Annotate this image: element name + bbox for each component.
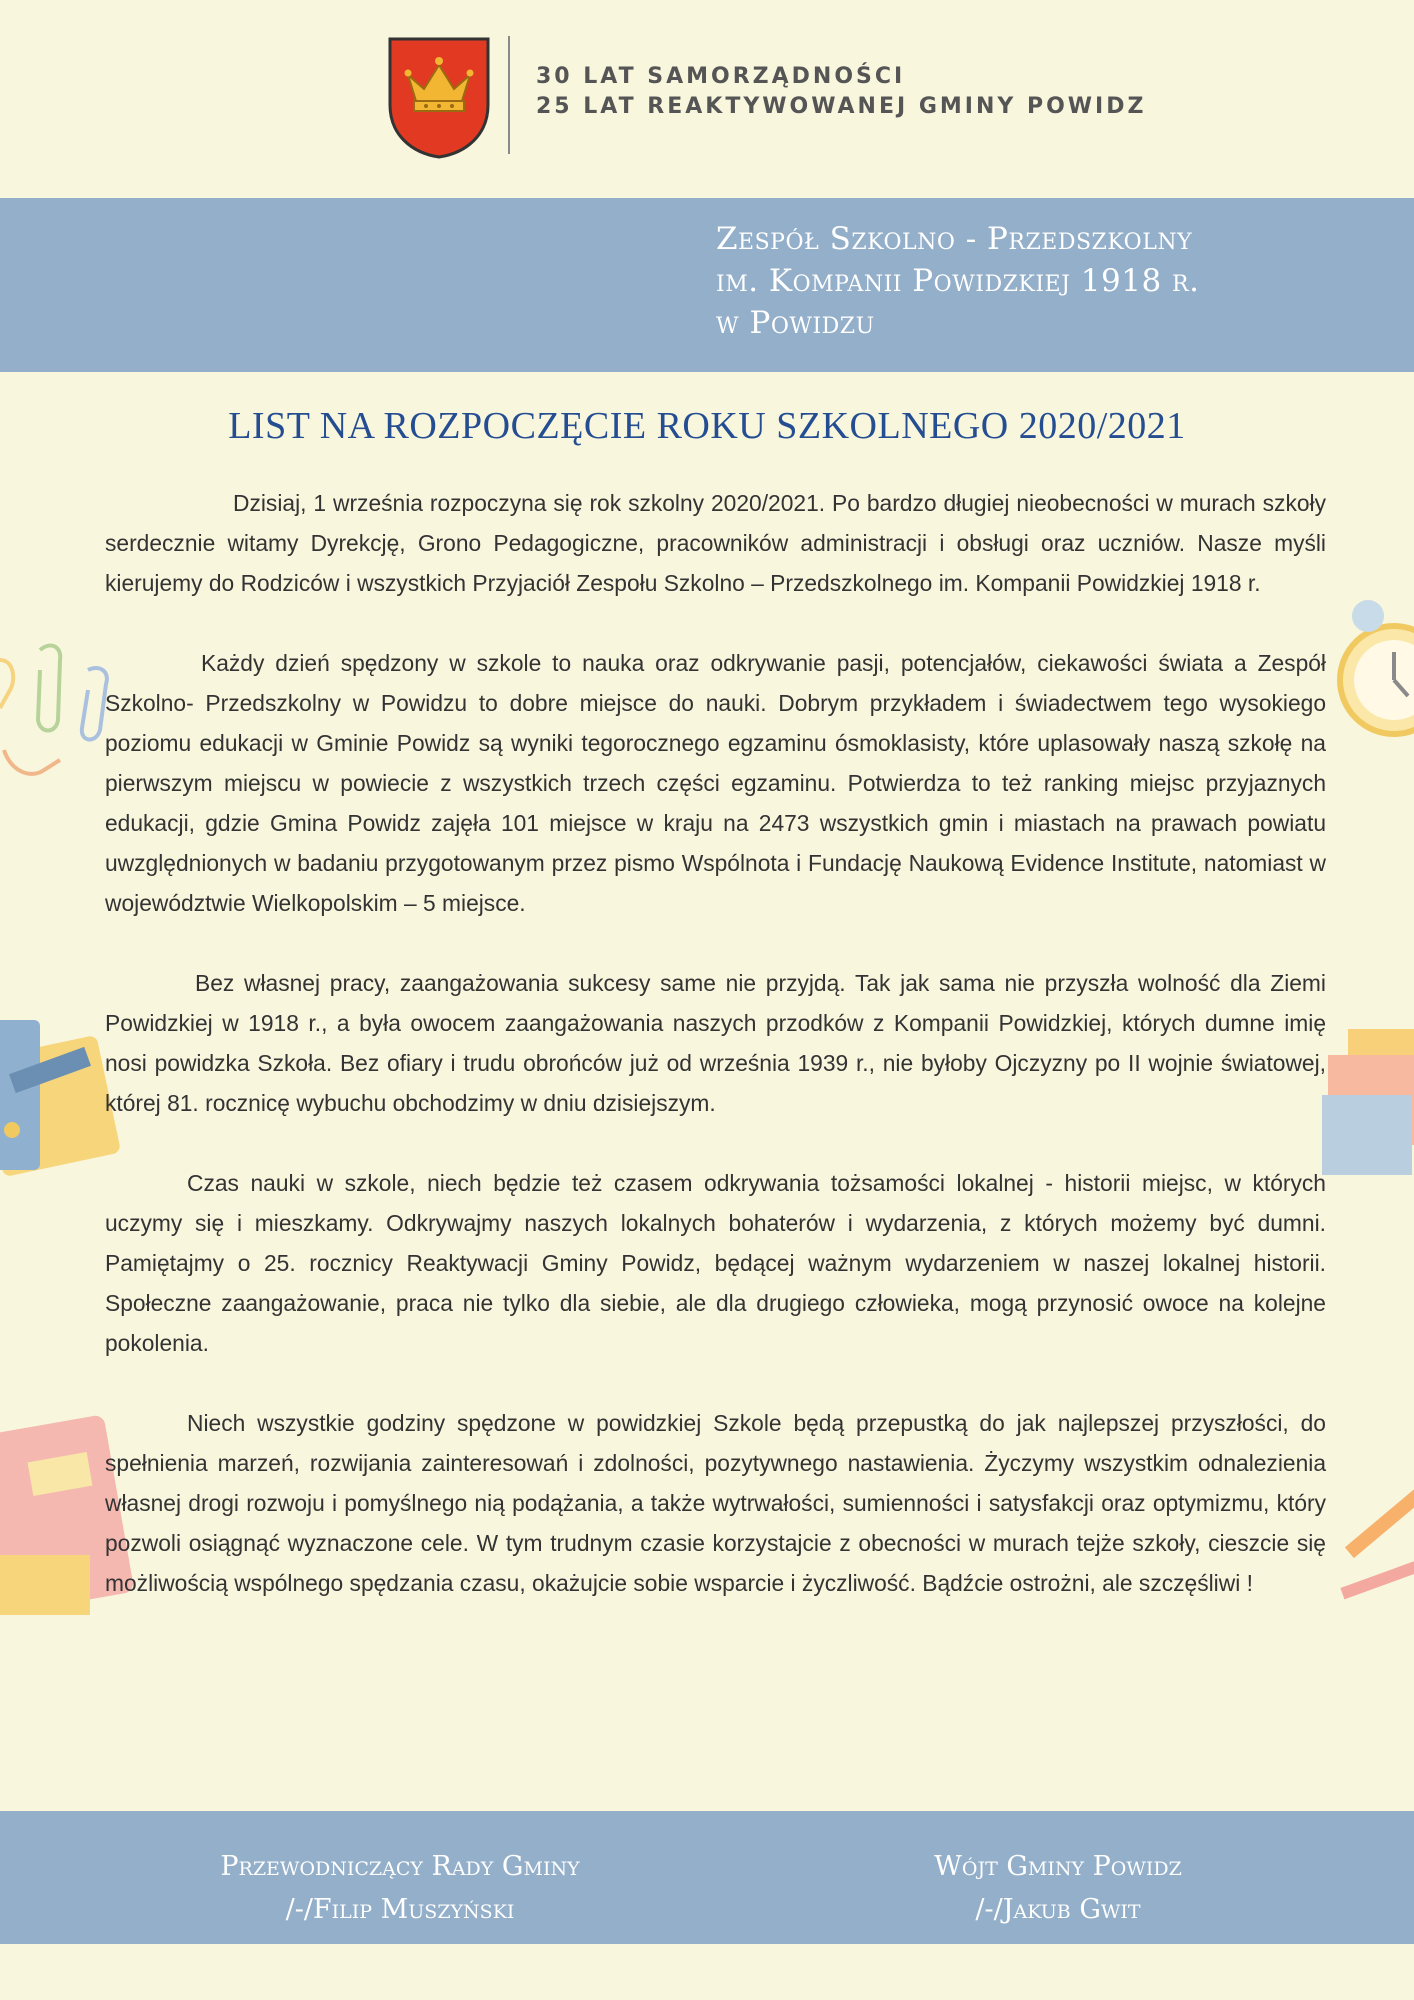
crest-emblem — [386, 35, 492, 159]
signature-left-title: Przewodniczący Rady Gminy — [220, 1851, 580, 1882]
header-divider — [508, 36, 510, 154]
letter-paragraph-4: Czas nauki w szkole, niech będzie też czasem odkrywania tożsamości lokalnej - historii miejsc, w których uczymy się i mieszkamy. Odkrywajmy naszych lokalnych bohaterów i wydarzenia, z których możemy być dumni. Pamiętajmy o 25. rocznicy Reaktywacji Gminy Powidz, będącej ważnym wydarzeniem w naszej lokalnej historii. Społeczne zaangażowanie, praca nie tylko dla siebie, ale dla drugiego człowieka, mogą przynosić owoce na kolejne pokolenia. — [105, 1170, 1326, 1356]
signature-right-title: Wójt Gminy Powidz — [934, 1851, 1182, 1882]
signature-left-name: /-/Filip Muszyński — [285, 1894, 515, 1925]
school-name-line-3: w Powidzu — [716, 305, 875, 341]
signature-banner — [0, 1811, 1414, 1944]
sticky-notes-icon — [1318, 1025, 1414, 1215]
letter-paragraph-2: Każdy dzień spędzony w szkole to nauka oraz odkrywanie pasji, potencjałów, ciekawości świata a Zespół Szkolno- Przedszkolny w Powidzu to dobre miejsce do nauki. Dobrym przykładem i świadectwem tego wysokiego poziomu edukacji w Gminie Powidz są wyniki tegorocznego egzaminu ósmoklasisty, które uplasowały naszą szkołę na pierwszym miejscu w powiecie z wszystkich trzech części egzaminu. Potwierdza to też ranking miejsc przyjaznych edukacji, gdzie Gmina Powidz zajęła 101 miejsce w kraju na 2473 wszystkich gmin i miastach na prawach powiatu uwzględnionych w badaniu przygotowanym przez pismo Wspólnota i Fundację Naukową Evidence Institute, natomiast w województwie Wielkopolskim – 5 miejsce. — [105, 650, 1326, 916]
anniversary-line-1: 30 LAT SAMORZĄDNOŚCI — [536, 64, 906, 89]
letter-title: LIST NA ROZPOCZĘCIE ROKU SZKOLNEGO 2020/2021 — [228, 405, 1186, 447]
signature-right — [798, 1845, 1318, 1931]
school-banner — [0, 198, 1414, 372]
letter-paragraph-3: Bez własnej pracy, zaangażowania sukcesy same nie przyjdą. Tak jak sama nie przyszła wolność dla Ziemi Powidzkiej w 1918 r., a była owocem zaangażowania naszych przodków z Kompanii Powidzkiej, których dumne imię nosi powidzka Szkoła. Bez ofiary i trudu obrońców już od września 1939 r., nie byłoby Ojczyzny po II wojnie światowej, której 81. rocznicę wybuchu obchodzimy w dniu dzisiejszym. — [105, 970, 1326, 1116]
school-name — [716, 218, 1199, 344]
header — [0, 0, 1414, 198]
school-name-line-1: Zespół Szkolno - Przedszkolny — [716, 221, 1193, 257]
anniversary-line-2: 25 LAT REAKTYWOWANEJ GMINY POWIDZ — [536, 94, 1147, 119]
signature-right-name: /-/Jakub Gwit — [975, 1894, 1141, 1925]
letter-paragraph-5: Niech wszystkie godziny spędzone w powidzkiej Szkole będą przepustką do jak najlepszej przyszłości, do spełnienia marzeń, rozwijania zainteresowań i zdolności, pozytywnego nastawienia. Życzymy wszystkim odnalezienia własnej drogi rozwoju i pomyślnego nią podążania, a także wytrwałości, sumienności i satysfakcji oraz optymizmu, który pozwoli osiągnąć wyznaczone cele. W tym trudnym czasie korzystajcie z obecności w murach tejże szkoły, cieszcie się możliwością wspólnego spędzania czasu, okażujcie sobie wsparcie i życzliwość. Bądźcie ostrożni, ale szczęśliwi ! — [105, 1410, 1326, 1596]
signature-left — [140, 1845, 660, 1931]
letter-body — [105, 483, 1326, 1643]
school-name-line-2: im. Kompanii Powidzkiej 1918 r. — [716, 263, 1200, 299]
pencil-icon — [1320, 1480, 1414, 1620]
letter-paragraph-1: Dzisiaj, 1 września rozpoczyna się rok szkolny 2020/2021. Po bardzo długiej nieobecności w murach szkoły serdecznie witamy Dyrekcję, Grono Pedagogiczne, pracowników administracji i obsługi oraz uczniów. Nasze myśli kierujemy do Rodziców i wszystkich Przyjaciół Zespołu Szkolno – Przedszkolnego im. Kompanii Powidzkiej 1918 r. — [105, 490, 1326, 596]
anniversary-text — [536, 62, 1146, 122]
alarm-clock-icon — [1320, 590, 1414, 770]
